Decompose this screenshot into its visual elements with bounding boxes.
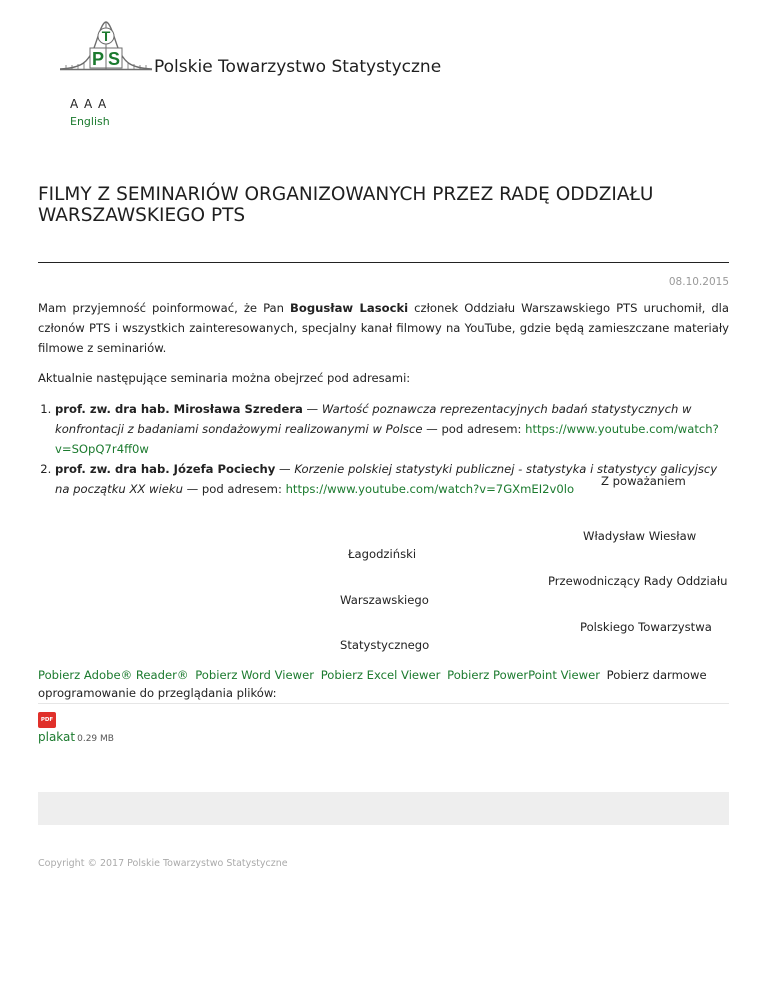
viewer-downloads xyxy=(38,666,729,702)
downloads-note: Pobierz darmowe oprogramowanie do przeglądania plików: xyxy=(38,668,707,700)
font-size-switcher[interactable]: A A A xyxy=(70,97,108,111)
download-word-viewer-link[interactable]: Pobierz Word Viewer xyxy=(195,668,315,682)
list-item: 1. prof. zw. dra hab. Mirosława Szredera — Wartość poznawcza reprezentacyjnych badań statystycznych w konfrontacji z badaniami sondażowymi realizowanymi w Polsce — pod adresem: https://www.youtube.com/watch?v=SOpQ7r4ff0w xyxy=(55,399,729,459)
page-title: FILMY Z SEMINARIÓW ORGANIZOWANYCH PRZEZ RADĘ ODDZIAŁU WARSZAWSKIEGO PTS xyxy=(38,184,654,226)
signature-role: Przewodniczący Rady Oddziału xyxy=(548,574,728,588)
site-name[interactable]: Polskie Towarzystwo Statystyczne xyxy=(154,57,442,77)
language-link-english[interactable]: English xyxy=(70,115,110,128)
list-item: 2. prof. zw. dra hab. Józefa Pociechy — Korzenie polskiej statystyki publicznej - statystyka i statystycy galicyjscy na początku XX wieku — pod adresem: https://www.youtube.com/watch?v=7GXmEI2v0lo xyxy=(55,459,729,499)
copyright: Copyright © 2017 Polskie Towarzystwo Statystyczne xyxy=(38,858,288,869)
intro-paragraph: Mam przyjemność poinformować, że Pan Bogusław Lasocki członek Oddziału Warszawskiego PTS uruchomił, dla członów PTS i wszystkich zainteresowanych, specjalny kanał filmowy na YouTube, gdzie będą zamieszczane materiały filmowe z seminariów. xyxy=(38,301,730,355)
post-date: 08.10.2015 xyxy=(668,276,729,288)
download-adobe-reader-link[interactable]: Pobierz Adobe® Reader® xyxy=(38,668,189,682)
attachment-divider xyxy=(38,703,729,704)
svg-text:P: P xyxy=(91,49,105,69)
title-divider xyxy=(38,262,729,263)
footer-bar xyxy=(38,792,729,825)
article-body xyxy=(38,298,729,499)
lead-paragraph: Aktualnie następujące seminaria można obejrzeć pod adresami: xyxy=(38,371,411,385)
download-powerpoint-viewer-link[interactable]: Pobierz PowerPoint Viewer xyxy=(447,668,600,682)
svg-text:T: T xyxy=(101,28,111,44)
signature-org: Polskiego Towarzystwa xyxy=(580,620,712,634)
download-excel-viewer-link[interactable]: Pobierz Excel Viewer xyxy=(320,668,441,682)
attachment-size: 0.29 MB xyxy=(77,734,114,744)
signature-greeting: Z poważaniem xyxy=(601,474,686,488)
attachment-link[interactable]: plakat xyxy=(38,730,76,744)
pdf-icon[interactable]: PDF xyxy=(38,712,56,728)
signature-org-cont: Statystycznego xyxy=(340,638,430,652)
signature-name-cont: Łagodziński xyxy=(348,547,417,561)
svg-text:S: S xyxy=(107,49,121,69)
seminar-speaker: prof. zw. dra hab. Józefa Pociechy xyxy=(55,462,276,476)
attachment-item xyxy=(38,730,114,744)
signature-role-cont: Warszawskiego xyxy=(340,593,429,607)
pts-logo[interactable] xyxy=(58,18,154,74)
bell-curve-logo-icon xyxy=(58,18,154,74)
signature-name: Władysław Wiesław xyxy=(583,529,697,543)
seminar-topic: Korzenie polskiej statystyki publicznej - statystyka i statystycy galicyjscy na początku XX wieku xyxy=(55,462,718,496)
author-name: Bogusław Lasocki xyxy=(290,301,409,315)
seminar-topic: Wartość poznawcza reprezentacyjnych badań statystycznych w konfrontacji z badaniami sondażowymi realizowanymi w Polsce xyxy=(55,402,692,436)
youtube-link[interactable]: https://www.youtube.com/watch?v=7GXmEI2v0lo xyxy=(285,482,575,496)
seminar-speaker: prof. zw. dra hab. Mirosława Szredera xyxy=(55,402,303,416)
youtube-link[interactable]: https://www.youtube.com/watch?v=SOpQ7r4ff0w xyxy=(55,422,719,456)
